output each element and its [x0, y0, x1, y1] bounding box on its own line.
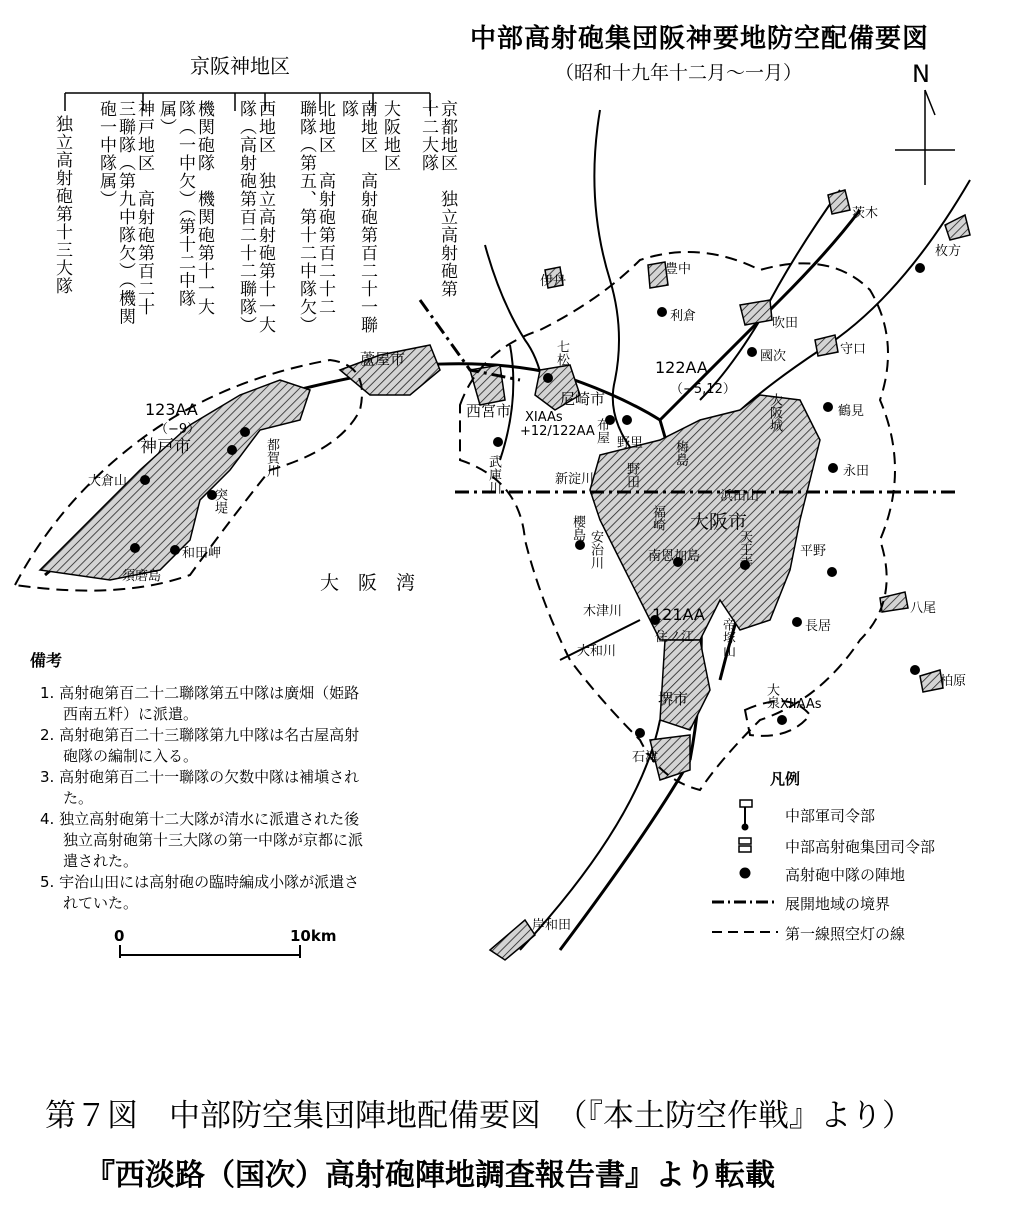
- label-fuse: 布屋: [594, 418, 609, 444]
- label-nishinomiya: 西宮市: [466, 402, 512, 420]
- note-line: 3. 高射砲第百二十一聯隊の欠数中隊は補塡され: [40, 768, 360, 786]
- org-col-osaka: 大阪地区: [380, 100, 400, 172]
- legend-symbols: [712, 800, 778, 932]
- org-col-machinegun: 機関砲隊 機関砲第十一大隊（一中欠）（第十二中隊属）: [156, 100, 214, 316]
- note-line: 遣された。: [63, 852, 139, 870]
- note-line: れていた。: [63, 894, 139, 912]
- unit-123aa: 123AA: [145, 400, 198, 419]
- label-hirano: 平野: [800, 544, 827, 559]
- label-yamatogawa: 大和川: [577, 644, 617, 659]
- legend-searchlight: 第一線照空灯の線: [785, 925, 906, 943]
- label-osaka-bay: 大 阪 湾: [320, 572, 416, 594]
- label-sakurajima: 櫻島: [570, 515, 585, 541]
- label-teizukayama: 帝塚山: [720, 618, 735, 657]
- legend-aa-group-hq: 中部高射砲集団司令部: [785, 838, 936, 856]
- label-ashiya: 蘆屋市: [360, 350, 406, 368]
- note-line: 2. 高射砲第百二十三聯隊第九中隊は名古屋高射: [40, 726, 360, 744]
- label-kizugawa: 木津川: [583, 604, 623, 619]
- label-ibaraki: 茨木: [852, 206, 879, 221]
- label-nozato: 野里: [617, 436, 644, 451]
- scale-zero: 0: [114, 927, 125, 945]
- note-line: 西南五粁）に派遣。: [63, 705, 199, 723]
- label-hirakata: 枚方: [935, 244, 962, 259]
- label-noda: 野田: [624, 462, 639, 488]
- label-suma: 須磨島: [122, 569, 162, 584]
- label-yao: 八尾: [910, 601, 937, 616]
- unit-122aa-note: （−5,12）: [670, 382, 736, 397]
- label-itami: 伊丹: [540, 274, 567, 289]
- label-suminoe: 住ノ江: [655, 630, 695, 645]
- org-col-kobe: 神戸地区 高射砲第百二十三聯隊（第九中隊欠）（機関砲一中隊属）: [96, 100, 154, 326]
- scale-ten: 10km: [290, 927, 337, 945]
- map-subtitle: （昭和十九年十二月～一月）: [555, 62, 803, 84]
- label-muko: 武庫川: [486, 455, 501, 494]
- label-moriguchi: 守口: [840, 342, 867, 357]
- north-arrow: [895, 90, 955, 185]
- organization-heading: 京阪神地区: [190, 54, 290, 78]
- label-wadamisaki: 和田岬: [182, 546, 222, 561]
- note-line: 独立高射砲第十三大隊の第一中隊が京都に派: [63, 831, 364, 849]
- unit-xiiaas: XIIAAs: [780, 697, 822, 712]
- notes-heading: 備考: [30, 651, 63, 670]
- note-line: 5. 宇治山田には高射砲の臨時編成小隊が派遣さ: [40, 873, 360, 891]
- label-kizaki: 福崎: [650, 505, 665, 531]
- label-rikura: 利倉: [670, 309, 697, 324]
- legend-battery: 高射砲中隊の陣地: [785, 866, 906, 884]
- label-amagasaki: 尼崎市: [560, 390, 606, 408]
- label-kobe: 神戸市: [140, 437, 191, 457]
- label-tottei: 突堤: [212, 488, 227, 514]
- label-osaka-castle: 大阪城: [767, 393, 782, 432]
- label-nagata: 永田: [843, 464, 870, 479]
- org-col-indep13: 独立高射砲第十三大隊: [52, 115, 72, 295]
- unit-123aa-note: （−9）: [155, 422, 201, 437]
- org-col-north: 北地区 高射砲第百二十二聯隊（第五、第十二中隊欠）: [296, 100, 335, 334]
- map-title: 中部高射砲集団阪神要地防空配備要図: [470, 24, 930, 54]
- label-sakai: 堺市: [658, 690, 689, 708]
- unit-xiaas-note: +12/122AA: [520, 424, 595, 439]
- note-line: 4. 独立高射砲第十二大隊が清水に派遣された後: [40, 810, 360, 828]
- unit-xiaas: XIAAs: [525, 410, 563, 425]
- figure-caption: 第７図 中部防空集団陣地配備要図 （『本土防空作戦』より）: [45, 1098, 913, 1134]
- label-kishiwada: 岸和田: [532, 918, 572, 933]
- org-col-south: 南地区 高射砲第百二十一聯隊: [338, 100, 377, 334]
- label-kashiwara: 柏原: [940, 674, 967, 689]
- label-tennoji: 天王寺: [737, 530, 752, 569]
- label-toyonaka: 豊中: [665, 262, 692, 277]
- label-umeda: 梅島: [673, 440, 688, 466]
- legend-heading: 凡例: [770, 770, 801, 788]
- label-okurayama: 大倉山: [88, 474, 128, 489]
- label-tsurumi: 鶴見: [838, 404, 865, 419]
- label-tsugawa: 都賀川: [264, 438, 279, 477]
- legend-boundary: 展開地域の境界: [785, 895, 891, 913]
- source-credit: 『西淡路（国次）高射砲陣地調査報告書』より転載: [85, 1158, 775, 1193]
- label-nanamatsu: 七松: [554, 340, 569, 366]
- label-shinyodo: 新淀川: [555, 472, 595, 487]
- label-ajigawa: 安治川: [588, 530, 603, 569]
- legend-army-hq: 中部軍司令部: [785, 807, 876, 825]
- note-line: た。: [63, 789, 94, 807]
- label-osaka: 大阪市: [690, 511, 748, 533]
- unit-122aa: 122AA: [655, 358, 708, 377]
- notes-list: [40, 683, 460, 914]
- label-nanshi: 南恩加島: [648, 549, 701, 564]
- label-otori: 大泉: [764, 683, 779, 709]
- label-ishizu: 石津: [632, 750, 659, 765]
- note-line: 1. 高射砲第百二十二聯隊第五中隊は廣畑（姫路: [40, 684, 360, 702]
- note-line: 砲隊の編制に入る。: [63, 747, 199, 765]
- label-kunitsugi: 國次: [760, 349, 787, 364]
- label-nagai: 長居: [805, 619, 832, 634]
- unit-121aa: 121AA: [652, 605, 705, 624]
- org-col-kyoto: 京都地区 独立高射砲第十二大隊: [418, 100, 457, 298]
- label-suita: 吹田: [772, 316, 799, 331]
- scale-bar: [120, 945, 300, 958]
- label-tsutsumi: 浜田山: [720, 489, 760, 504]
- north-label: N: [912, 60, 930, 88]
- org-col-west: 西地区 独立高射砲第十一大隊（高射砲第百二十二聯隊）: [236, 100, 275, 334]
